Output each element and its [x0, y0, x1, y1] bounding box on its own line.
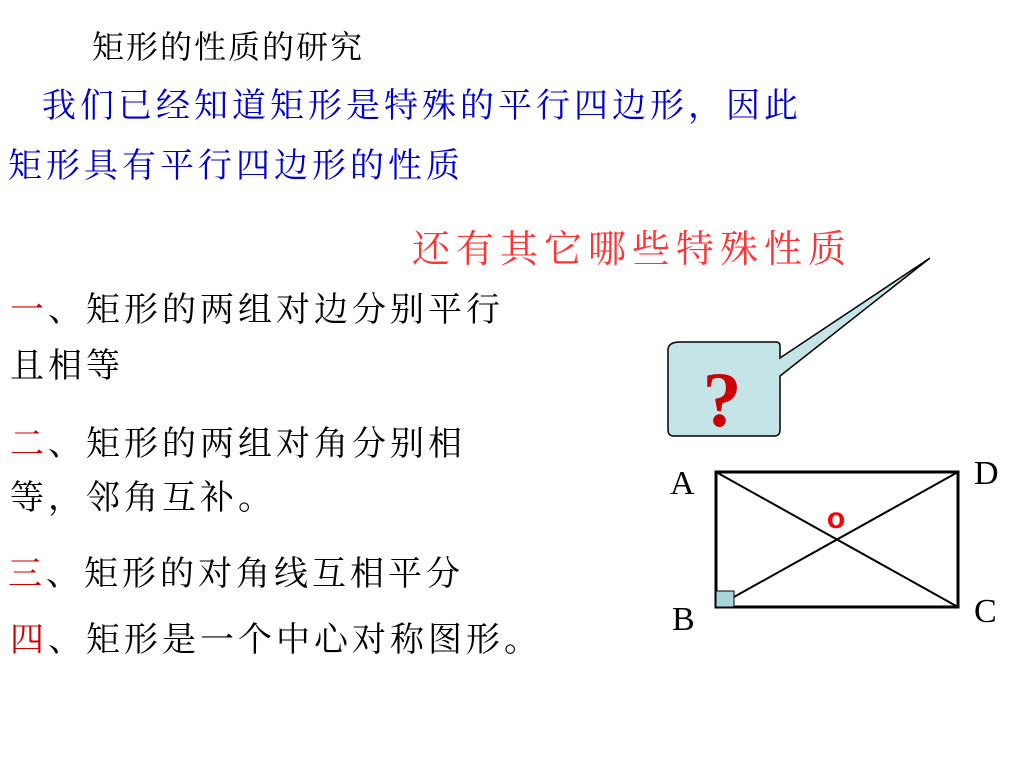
- page-title: 矩形的性质的研究: [92, 28, 365, 66]
- vertex-label-a: A: [670, 465, 695, 502]
- vertex-label-b: B: [672, 601, 695, 638]
- property-3-text: 、矩形的对角线互相平分: [46, 554, 464, 594]
- vertex-label-d: D: [974, 455, 999, 492]
- property-2-line-2: 等，邻角互补。: [10, 478, 276, 518]
- property-2-text: 、矩形的两组对角分别相: [48, 424, 466, 464]
- intro-line-1: 我们已经知道矩形是特殊的平行四边形，因此: [42, 86, 802, 126]
- rectangle-figure: [670, 455, 999, 638]
- property-1-number: 一: [10, 290, 48, 330]
- vertex-label-c: C: [974, 593, 997, 630]
- property-2-number: 二: [10, 424, 48, 464]
- property-1-line-2: 且相等: [10, 346, 124, 386]
- intro-line-2: 矩形具有平行四边形的性质: [8, 146, 464, 186]
- property-1-text: 、矩形的两组对边分别平行: [48, 290, 504, 330]
- property-4-text: 、矩形是一个中心对称图形。: [48, 620, 542, 660]
- center-label-o: o: [826, 502, 846, 535]
- question-mark-icon: ?: [702, 356, 742, 443]
- right-angle-marker-icon: [716, 591, 734, 607]
- property-4-number: 四: [10, 620, 48, 660]
- property-3-number: 三: [8, 554, 46, 594]
- callout-bubble: [668, 258, 930, 443]
- question-text: 还有其它哪些特殊性质: [412, 227, 853, 271]
